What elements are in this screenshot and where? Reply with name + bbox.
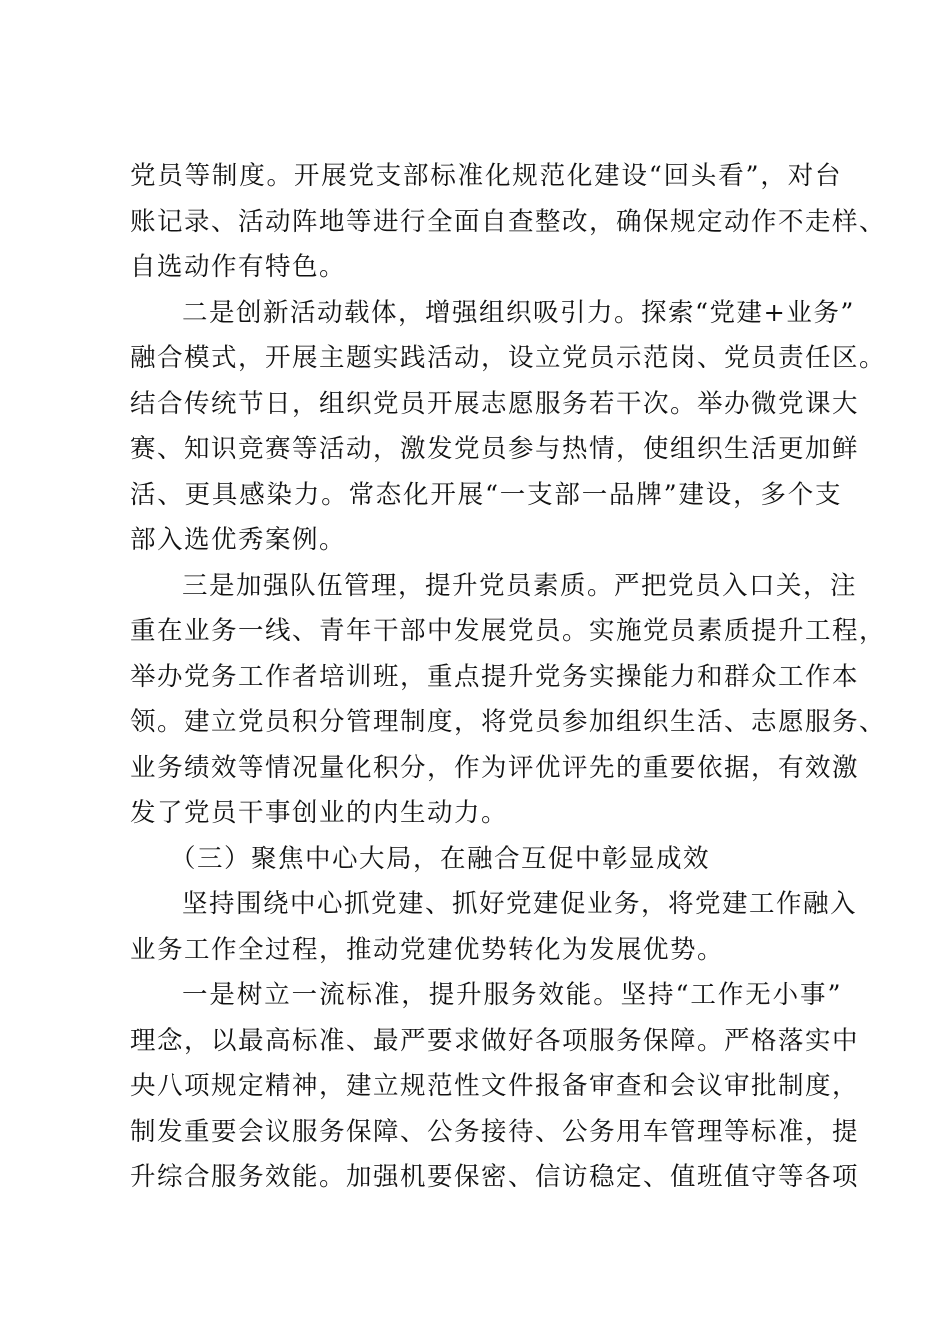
text-line: 发了党员干事创业的内生动力。 [130,798,509,828]
text-line: 理念，以最高标准、最严要求做好各项服务保障。严格落实中 [130,1025,860,1056]
text-line: 领。建立党员积分管理制度，将党员参加组织生活、志愿服务、 [130,707,887,737]
text-line: 央八项规定精神，建立规范性文件报备审查和会议审批制度， [130,1071,860,1101]
text-line: 结合传统节日，组织党员开展志愿服务若干次。举办微党课大 [130,388,860,419]
text-line: （三）聚焦中心大局，在融合互促中彰显成效 [170,843,711,874]
paragraph-innovate-activities [130,291,887,564]
paragraph-continuation [130,154,887,291]
text-line: 账记录、活动阵地等进行全面自查整改，确保规定动作不走样、 [130,206,887,237]
section-heading [130,837,842,883]
text-line: 三是加强队伍管理，提升党员素质。严把党员入口关，注 [182,570,858,601]
text-line: 党员等制度。开展党支部标准化规范化建设“回头看”，对台 [130,161,842,191]
text-line: 坚持围绕中心抓党建、抓好党建促业务，将党建工作融入 [182,889,858,919]
text-line: 二是创新活动载体，增强组织吸引力。探索“党建+业务” [182,297,855,328]
text-line: 升综合服务效能。加强机要保密、信访稳定、值班值守等各项 [130,1162,860,1192]
paragraph-first-class-standard [130,973,860,1201]
text-line: 部入选优秀案例。 [130,525,347,555]
text-line: 融合模式，开展主题实践活动，设立党员示范岗、党员责任区。 [130,343,887,373]
text-line: 业务绩效等情况量化积分，作为评优评先的重要依据，有效激 [130,752,860,783]
document-body [130,154,887,1201]
text-line: 制发重要会议服务保障、公务接待、公务用车管理等标准，提 [130,1116,860,1147]
text-line: 赛、知识竞赛等活动，激发党员参与热情，使组织生活更加鲜 [130,434,860,464]
paragraph-center-focus [130,882,858,973]
text-line: 重在业务一线、青年干部中发展党员。实施党员素质提升工程， [130,616,887,646]
text-line: 自选动作有特色。 [130,252,347,282]
text-line: 举办党务工作者培训班，重点提升党务实操能力和群众工作本 [130,661,860,692]
paragraph-team-management [130,564,887,837]
text-line: 一是树立一流标准，提升服务效能。坚持“工作无小事” [182,980,842,1010]
text-line: 业务工作全过程，推动党建优势转化为发展优势。 [130,934,725,965]
text-line: 活、更具感染力。常态化开展“一支部一品牌”建设，多个支 [130,479,842,510]
